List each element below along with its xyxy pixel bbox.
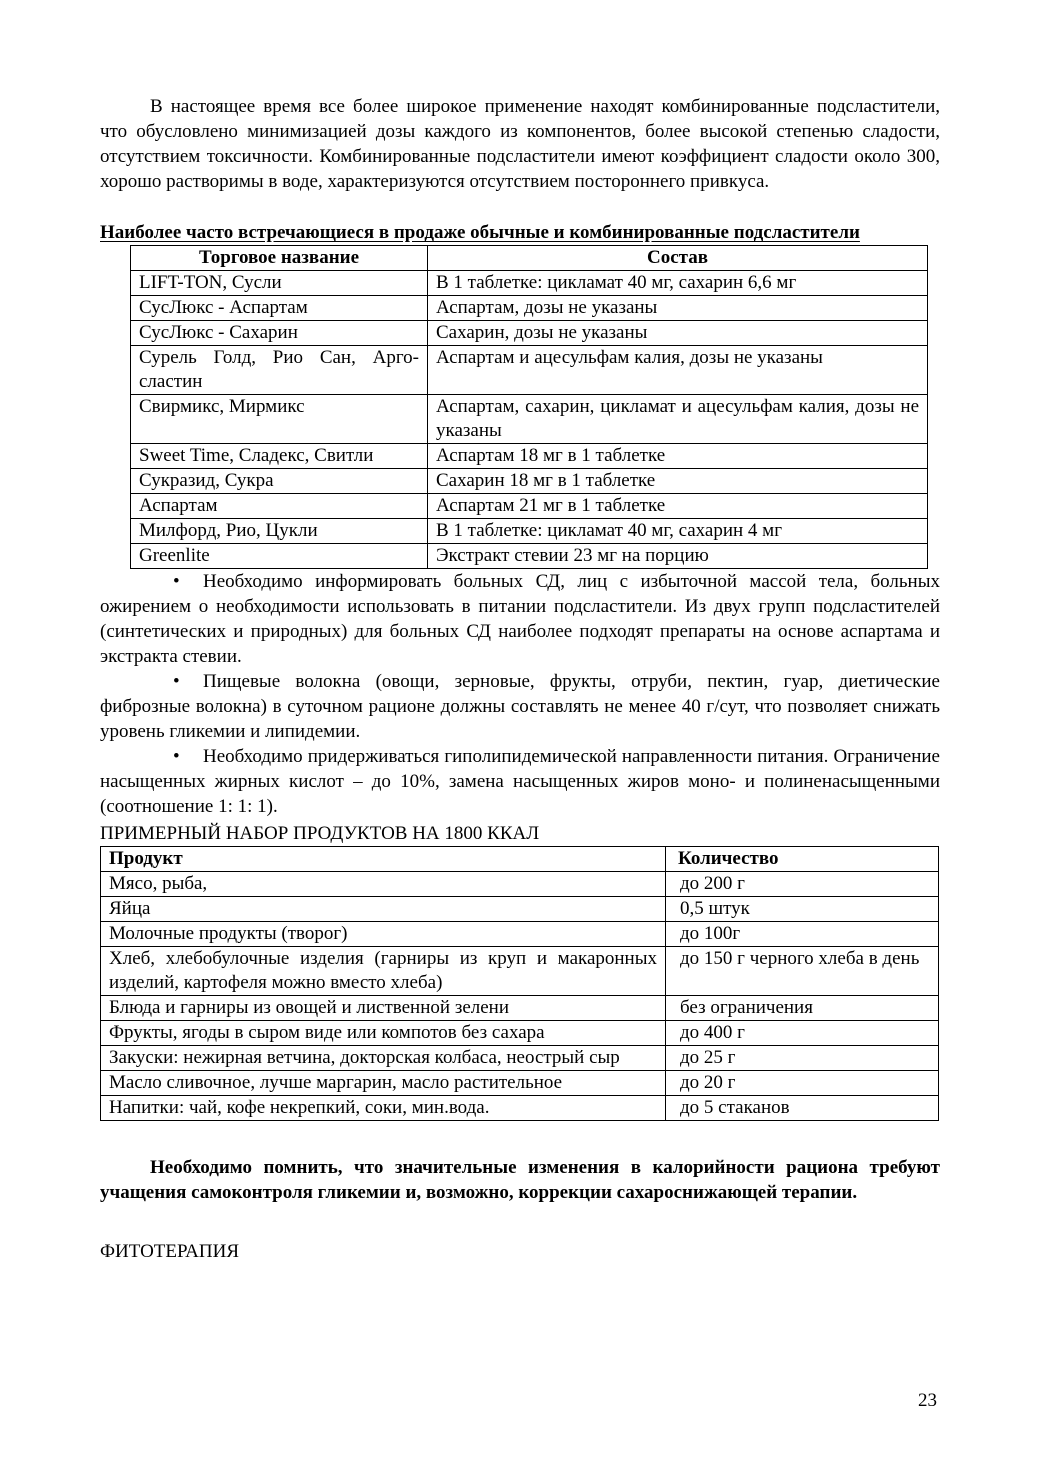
trade-name-cell: Sweet Time, Сладекс, Свитли	[131, 444, 428, 469]
intro-paragraph: В настоящее время все более широкое применение находят комбинированные подсластители, что обусловлено минимизацией дозы каждого из компонентов, более высокой степенью сладости, отсутствием токсичности. Комбинированные подсластители имеют коэффициент сладости около 300, хорошо растворимы в воде, характеризуются отсутствием постороннего привкуса.	[100, 96, 940, 192]
product-cell: Масло сливочное, лучше маргарин, масло растительное	[101, 1071, 666, 1096]
product-cell: Мясо, рыба,	[101, 872, 666, 897]
quantity-cell: до 5 стаканов	[666, 1096, 939, 1121]
trade-name-cell: Аспартам	[131, 494, 428, 519]
header-quantity: Количество	[666, 847, 939, 872]
products-table-title: ПРИМЕРНЫЙ НАБОР ПРОДУКТОВ НА 1800 ККАЛ	[100, 823, 540, 844]
table-row	[101, 1021, 939, 1046]
table-row	[131, 544, 928, 569]
trade-name-cell: Свирмикс, Мирмикс	[131, 395, 428, 444]
composition-cell: Аспартам, дозы не указаны	[428, 296, 928, 321]
bullet-item	[100, 744, 940, 819]
table-row	[101, 1071, 939, 1096]
product-cell: Блюда и гарниры из овощей и лиственной зелени	[101, 996, 666, 1021]
bullet-text: Необходимо придерживаться гиполипидемической направленности питания. Ограничение насыщенных жирных кислот – до 10%, замена насыщенных жиров моно- и полиненасыщенными (соотношение 1: 1: 1).	[100, 746, 940, 817]
product-cell: Яйца	[101, 897, 666, 922]
bullet-item	[100, 669, 940, 744]
table-row	[101, 922, 939, 947]
document-page	[100, 94, 940, 1264]
composition-cell: Сахарин, дозы не указаны	[428, 321, 928, 346]
product-cell: Молочные продукты (творог)	[101, 922, 666, 947]
product-cell: Напитки: чай, кофе некрепкий, соки, мин.вода.	[101, 1096, 666, 1121]
sweeteners-table-header	[131, 246, 928, 271]
quantity-cell: до 100г	[666, 922, 939, 947]
page-number: 23	[918, 1390, 937, 1411]
trade-name-cell: Милфорд, Рио, Цукли	[131, 519, 428, 544]
quantity-cell: до 200 г	[666, 872, 939, 897]
header-trade-name: Торговое название	[131, 246, 428, 271]
product-cell: Закуски: нежирная ветчина, докторская колбаса, неострый сыр	[101, 1046, 666, 1071]
quantity-cell: 0,5 штук	[666, 897, 939, 922]
quantity-cell: до 400 г	[666, 1021, 939, 1046]
product-cell: Фрукты, ягоды в сыром виде или компотов без сахара	[101, 1021, 666, 1046]
trade-name-cell: Сурель Голд, Рио Сан, Арго-сластин	[131, 346, 428, 395]
trade-name-cell: СусЛюкс - Аспартам	[131, 296, 428, 321]
composition-cell: Аспартам, сахарин, цикламат и ацесульфам калия, дозы не указаны	[428, 395, 928, 444]
composition-cell: Аспартам и ацесульфам калия, дозы не указаны	[428, 346, 928, 395]
bullet-icon: •	[173, 671, 180, 692]
section-heading: ФИТОТЕРАПИЯ	[100, 1241, 239, 1262]
trade-name-cell: Сукразид, Сукра	[131, 469, 428, 494]
table-row	[131, 271, 928, 296]
sweeteners-table	[130, 245, 928, 569]
bullet-text: Необходимо информировать больных СД, лиц с избыточной массой тела, больных ожирением о необходимости использовать в питании подсластители. Из двух групп подсластителей (синтетических и природных) для больных СД наиболее подходят препараты на основе аспартама и экстракта стевии.	[100, 571, 940, 667]
table-row	[131, 469, 928, 494]
quantity-cell: до 25 г	[666, 1046, 939, 1071]
header-composition: Состав	[428, 246, 928, 271]
products-table	[100, 846, 939, 1121]
bullet-icon: •	[173, 746, 180, 767]
composition-cell: Аспартам 18 мг в 1 таблетке	[428, 444, 928, 469]
composition-cell: В 1 таблетке: цикламат 40 мг, сахарин 4 мг	[428, 519, 928, 544]
quantity-cell: без ограничения	[666, 996, 939, 1021]
bullet-text: Пищевые волокна (овощи, зерновые, фрукты, отруби, пектин, гуар, диетические фиброзные волокна) в суточном рационе должны составлять не менее 40 г/сут, что позволяет снижать уровень гликемии и липидемии.	[100, 671, 940, 742]
table-row	[101, 947, 939, 996]
table-row	[101, 1096, 939, 1121]
composition-cell: Экстракт стевии 23 мг на порцию	[428, 544, 928, 569]
table-row	[101, 1046, 939, 1071]
important-note: Необходимо помнить, что значительные изменения в калорийности рациона требуют учащения самоконтроля гликемии и, возможно, коррекции сахароснижающей терапии.	[100, 1157, 940, 1203]
trade-name-cell: Greenlite	[131, 544, 428, 569]
trade-name-cell: LIFT-TON, Сусли	[131, 271, 428, 296]
trade-name-cell: СусЛюкс - Сахарин	[131, 321, 428, 346]
table-row	[131, 346, 928, 395]
table-row	[101, 996, 939, 1021]
quantity-cell: до 150 г черного хлеба в день	[666, 947, 939, 996]
table-row	[131, 494, 928, 519]
bullet-icon: •	[173, 571, 180, 592]
table-row	[131, 296, 928, 321]
table-row	[131, 444, 928, 469]
quantity-cell: до 20 г	[666, 1071, 939, 1096]
table-row	[131, 395, 928, 444]
product-cell: Хлеб, хлебобулочные изделия (гарниры из круп и макаронных изделий, картофеля можно вместо хлеба)	[101, 947, 666, 996]
table-row	[101, 872, 939, 897]
composition-cell: Сахарин 18 мг в 1 таблетке	[428, 469, 928, 494]
table-row	[101, 897, 939, 922]
table-row	[131, 321, 928, 346]
products-table-header	[101, 847, 939, 872]
composition-cell: В 1 таблетке: цикламат 40 мг, сахарин 6,6 мг	[428, 271, 928, 296]
header-product: Продукт	[101, 847, 666, 872]
sweeteners-table-title: Наиболее часто встречающиеся в продаже обычные и комбинированные подсластители	[100, 222, 860, 243]
table-row	[131, 519, 928, 544]
composition-cell: Аспартам 21 мг в 1 таблетке	[428, 494, 928, 519]
bullet-item	[100, 569, 940, 669]
